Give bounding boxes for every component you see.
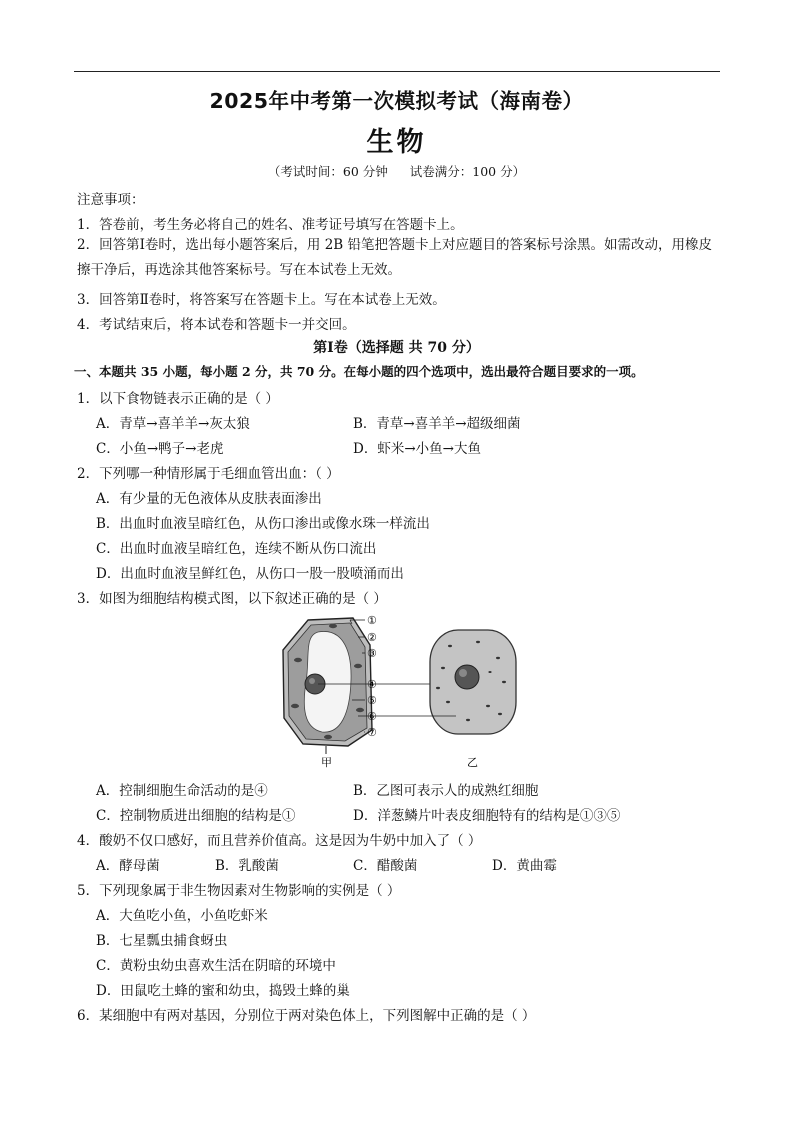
question-stem: 2．下列哪一种情形属于毛细血管出血：（ ）	[77, 466, 340, 482]
question-stem: 6．某细胞中有两对基因，分别位于两对染色体上，下列图解中正确的是（ ）	[77, 1008, 536, 1024]
exam-title: 2025年中考第一次模拟考试（海南卷）	[209, 89, 584, 113]
question-stem: 4．酸奶不仅口感好，而且营养价值高。这是因为牛奶中加入了（ ）	[77, 833, 482, 849]
section-title: 第Ⅰ卷（选择题 共 70 分）	[313, 340, 480, 356]
chloroplast	[291, 704, 299, 708]
notes-heading: 注意事项：	[77, 192, 145, 208]
option-d: D．洋葱鳞片叶表皮细胞特有的结构是①③⑤	[353, 808, 621, 824]
label-5: ⑤	[367, 694, 377, 707]
option-c: C．控制物质进出细胞的结构是①	[96, 808, 296, 824]
cell-structure-figure	[278, 610, 538, 770]
label-4: ④	[367, 678, 377, 691]
option-a: A．酵母菌	[96, 858, 160, 874]
option-c: C．黄粉虫幼虫喜欢生活在阴暗的环境中	[96, 958, 336, 974]
section-instruction: 一、本题共 35 小题，每小题 2 分，共 70 分。在每小题的四个选项中，选出最符合题目要求的一项。	[74, 364, 644, 379]
note-item: 2．回答第Ⅰ卷时，选出每小题答案后，用 2B 铅笔把答题卡上对应题目的答案标号涂黑。如需改动，用橡皮擦干净后，再选涂其他答案标号。写在本试卷上无效。	[77, 237, 713, 278]
caption-left: 甲	[321, 756, 332, 769]
chloroplast	[356, 708, 364, 712]
question-stem: 1．以下食物链表示正确的是（ ）	[77, 391, 279, 407]
header-rule	[74, 71, 720, 72]
option-a: A．控制细胞生命活动的是④	[96, 783, 268, 799]
note-item: 4．考试结束后，将本试卷和答题卡一并交回。	[77, 317, 356, 333]
option-b: B．青草→喜羊羊→超级细菌	[353, 416, 521, 432]
label-6: ⑥	[367, 710, 377, 723]
option-d: D．田鼠吃土蜂的蜜和幼虫，捣毁土蜂的巢	[96, 983, 350, 999]
option-b: B．乳酸菌	[215, 858, 279, 874]
chloroplast	[324, 735, 332, 739]
label-2: ②	[367, 631, 377, 644]
option-a: A．有少量的无色液体从皮肤表面渗出	[96, 491, 322, 507]
nucleus-highlight	[459, 669, 467, 677]
option-b: B．乙图可表示人的成熟红细胞	[353, 783, 539, 799]
exam-time: （考试时间：60 分钟	[267, 164, 388, 179]
option-d: D．黄曲霉	[492, 858, 557, 874]
label-1: ①	[367, 614, 377, 627]
full-score: 试卷满分：100 分）	[409, 164, 526, 179]
chloroplast	[354, 664, 362, 668]
option-a: A．青草→喜羊羊→灰太狼	[96, 416, 250, 432]
option-b: B．七星瓢虫捕食蚜虫	[96, 933, 228, 949]
label-3: ③	[367, 647, 377, 660]
option-c: C．出血时血液呈暗红色，连续不断从伤口流出	[96, 541, 377, 557]
question-stem: 5．下列现象属于非生物因素对生物影响的实例是（ ）	[77, 883, 401, 899]
note-item: 1．答卷前，考生务必将自己的姓名、准考证号填写在答题卡上。	[77, 217, 464, 233]
caption-right: 乙	[467, 756, 478, 769]
option-b: B．出血时血液呈暗红色，从伤口渗出或像水珠一样流出	[96, 516, 430, 532]
option-c: C．小鱼→鸭子→老虎	[96, 441, 224, 457]
note-item: 3．回答第Ⅱ卷时，将答案写在答题卡上。写在本试卷上无效。	[77, 292, 446, 308]
exam-info	[0, 162, 793, 180]
option-c: C．醋酸菌	[353, 858, 418, 874]
option-d: D．出血时血液呈鲜红色，从伤口一股一股喷涌而出	[96, 566, 404, 582]
subject-title: 生物	[366, 127, 427, 158]
chloroplast	[294, 658, 302, 662]
chloroplast	[329, 624, 337, 628]
option-d: D．虾米→小鱼→大鱼	[353, 441, 481, 457]
question-stem: 3．如图为细胞结构模式图，以下叙述正确的是（ ）	[77, 591, 387, 607]
nucleus-highlight	[309, 678, 315, 684]
animal-nucleus	[455, 665, 479, 689]
option-a: A．大鱼吃小鱼，小鱼吃虾米	[96, 908, 268, 924]
label-7: ⑦	[367, 726, 377, 739]
